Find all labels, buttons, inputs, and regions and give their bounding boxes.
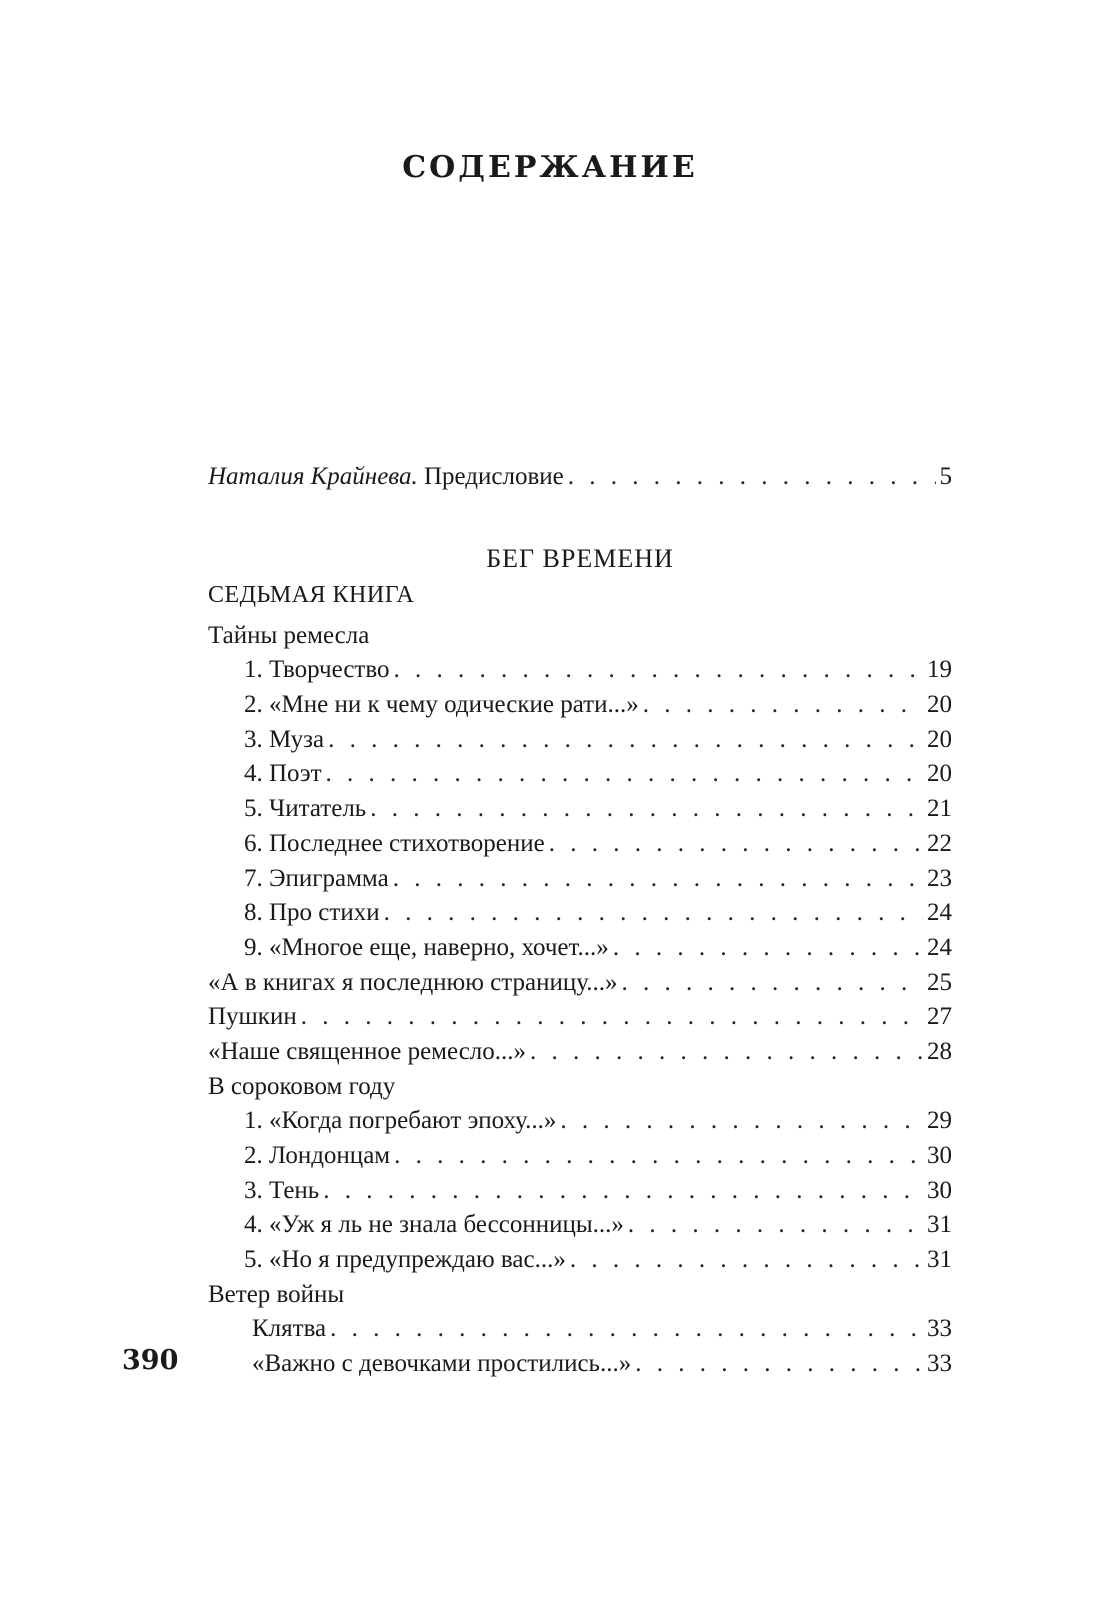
dot-leader xyxy=(570,1243,923,1278)
toc-entry[interactable] xyxy=(208,653,952,688)
dot-leader xyxy=(560,1104,923,1139)
group-heading-veter xyxy=(208,1278,952,1313)
toc-entry[interactable] xyxy=(208,1104,952,1139)
toc-page-number: 33 xyxy=(927,1350,952,1378)
dot-leader xyxy=(568,460,936,495)
toc-entry-label: 4. Поэт xyxy=(244,760,322,788)
toc-entry-label: 5. «Но я предупреждаю вас...» xyxy=(244,1246,566,1274)
toc-page-number: 21 xyxy=(927,795,952,823)
toc-entry-label: 1. «Когда погребают эпоху...» xyxy=(244,1107,557,1135)
section-heading: БЕГ ВРЕМЕНИ xyxy=(486,543,674,573)
toc-entry-label: «Важно с девочками простились...» xyxy=(252,1350,632,1378)
toc-page-number: 27 xyxy=(927,1003,952,1031)
toc-entry-label: Пушкин xyxy=(208,1003,297,1031)
toc-entry[interactable] xyxy=(208,966,952,1001)
toc-page-number: 24 xyxy=(927,933,952,961)
toc-page-number: 19 xyxy=(927,656,952,684)
toc-entry-label: Клятва xyxy=(252,1315,327,1343)
dot-leader xyxy=(301,1000,923,1035)
toc-entry-label: 2. Лондонцам xyxy=(244,1142,391,1169)
toc-entry[interactable] xyxy=(208,1000,952,1035)
toc-entry[interactable] xyxy=(208,1208,952,1243)
dot-leader xyxy=(330,1312,923,1347)
group-heading-label: Тайны ремесла xyxy=(208,621,370,649)
toc-entry-label: «Наше священное ремесло...» xyxy=(208,1037,527,1065)
toc-page-number: 24 xyxy=(927,899,952,927)
toc-entry[interactable] xyxy=(208,1139,952,1174)
dot-leader xyxy=(328,723,923,758)
toc-page-number: 20 xyxy=(927,760,952,788)
toc-entry-label: 3. Муза xyxy=(244,725,325,753)
preface-label: Предисловие xyxy=(423,463,564,490)
toc-page-number: 25 xyxy=(927,968,952,996)
toc-entry-label: 9. «Многое еще, наверно, хочет...» xyxy=(244,933,609,961)
page-folio-number: 390 xyxy=(122,1345,179,1376)
toc-entry-label: 8. Про стихи xyxy=(244,899,380,927)
toc-page-number: 30 xyxy=(927,1142,952,1169)
dot-leader xyxy=(613,931,923,966)
toc-entry[interactable] xyxy=(208,931,952,966)
group-heading-sorokovoy xyxy=(208,1070,952,1105)
toc-entry-label: 1. Творчество xyxy=(244,656,390,684)
dot-leader xyxy=(635,1347,923,1382)
toc-entry-label: 3. Тень xyxy=(244,1176,320,1204)
toc-page-number: 31 xyxy=(927,1246,952,1274)
table-of-contents xyxy=(208,460,952,1382)
toc-entry-preface[interactable] xyxy=(208,460,952,495)
dot-leader xyxy=(326,757,923,792)
toc-entry[interactable] xyxy=(208,688,952,723)
toc-entry[interactable] xyxy=(208,896,952,931)
group-heading-label: Ветер войны xyxy=(208,1280,345,1308)
dot-leader xyxy=(643,688,923,723)
toc-entry[interactable] xyxy=(208,1347,952,1382)
toc-entry-label: 7. Эпиграмма xyxy=(244,864,389,892)
toc-page-number: 23 xyxy=(927,864,952,892)
toc-entry[interactable] xyxy=(208,757,952,792)
toc-entry[interactable] xyxy=(208,1174,952,1209)
group-heading-tainy xyxy=(208,619,952,654)
toc-entry-label: 4. «Уж я ль не знала бессонницы...» xyxy=(244,1211,624,1239)
dot-leader xyxy=(549,827,923,862)
toc-page-number: 20 xyxy=(927,725,952,753)
dot-leader xyxy=(393,862,923,897)
toc-entry[interactable] xyxy=(208,1035,952,1070)
toc-entry[interactable] xyxy=(208,862,952,897)
dot-leader xyxy=(621,966,923,1001)
toc-page-number: 33 xyxy=(927,1315,952,1343)
toc-page-number: 28 xyxy=(927,1037,952,1065)
toc-entry-label: «А в книгах я последнюю страницу...» xyxy=(208,968,618,996)
dot-leader xyxy=(628,1208,923,1243)
dot-leader xyxy=(530,1035,923,1070)
toc-page-number: 31 xyxy=(927,1211,952,1239)
preface-author: Наталия Крайнева. xyxy=(208,463,418,490)
toc-entry[interactable] xyxy=(208,792,952,827)
toc-entry-label: 5. Читатель xyxy=(244,795,367,823)
toc-page-number: 22 xyxy=(927,829,952,857)
toc-page-number: 30 xyxy=(927,1176,952,1204)
toc-entry-label xyxy=(208,460,564,495)
dot-leader xyxy=(384,896,923,931)
toc-entry[interactable] xyxy=(208,723,952,758)
book-heading: СЕДЬМАЯ КНИГА xyxy=(208,581,415,608)
toc-entry-label: 6. Последнее стихотворение xyxy=(244,829,545,857)
dot-leader xyxy=(323,1174,923,1209)
page-title: СОДЕРЖАНИЕ xyxy=(402,150,698,185)
toc-page-number: 20 xyxy=(927,691,952,719)
toc-entry[interactable] xyxy=(208,1312,952,1347)
dot-leader xyxy=(393,653,923,688)
group-heading-label: В сороковом году xyxy=(208,1072,396,1100)
toc-page-number: 5 xyxy=(939,463,952,490)
toc-entry[interactable] xyxy=(208,1243,952,1278)
dot-leader xyxy=(394,1139,923,1174)
toc-entry-label: 2. «Мне ни к чему одические рати...» xyxy=(244,691,639,719)
dot-leader xyxy=(370,792,923,827)
toc-entry[interactable] xyxy=(208,827,952,862)
toc-page-number: 29 xyxy=(927,1107,952,1135)
